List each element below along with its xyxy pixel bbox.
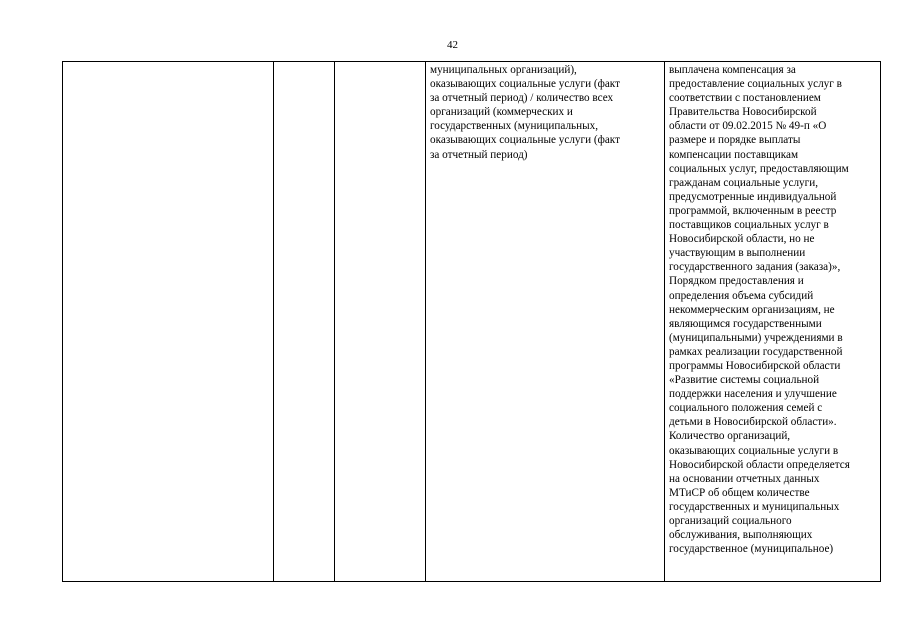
text-line: Новосибирской области, но не [669,233,815,246]
text-line: размере и порядке выплаты [669,134,801,147]
table-cell-col2 [274,62,335,582]
text-line: (муниципальными) учреждениями в [669,331,843,344]
text-line: Порядком предоставления и [669,275,804,288]
text-line: оказывающих социальные услуги (факт [430,134,620,147]
table-row [63,62,881,582]
text-line: гражданам социальные услуги, [669,176,819,189]
text-line: детьми в Новосибирской области». [669,416,837,429]
text-line: программы Новосибирской области [669,359,841,372]
methodology-text [665,62,880,556]
text-line: организаций социального [669,515,792,527]
text-line: Правительства Новосибирской [669,106,817,119]
text-line: оказывающих социальные услуги (факт [430,78,620,91]
text-line: поставщиков социальных услуг в [669,219,829,232]
text-line: за отчетный период) / количество всех [430,92,614,105]
text-line: являющимся государственными [669,317,822,330]
text-line: социальных услуг, предоставляющим [669,162,849,175]
table-cell-col3 [335,62,426,582]
text-line: государственных (муниципальных, [430,120,599,133]
text-line: обслуживания, выполняющих [669,529,813,542]
text-line: муниципальных организаций), [430,64,577,76]
text-line: социального положения семей с [669,402,823,415]
text-line: Новосибирской области определяется [669,458,850,471]
text-line: области от 09.02.2015 № 49-п «О [669,120,827,133]
text-line: предусмотренные индивидуальной [669,190,837,203]
text-line: на основании отчетных данных [669,472,820,485]
data-table [62,61,881,582]
table-cell-methodology [665,62,881,582]
page-number: 42 [447,39,458,51]
text-line: Количество организаций, [669,430,791,443]
text-line: программой, включенным в реестр [669,204,837,217]
text-line: участвующим в выполнении [669,247,806,260]
text-line: за отчетный период) [430,148,528,161]
text-line: государственного задания (заказа)», [669,261,841,274]
text-line: некоммерческим организациям, не [669,303,835,316]
text-line: государственных и муниципальных [669,500,840,513]
text-line: «Развитие системы социальной [669,374,820,387]
text-line: рамках реализации государственной [669,345,843,358]
text-line: МТиСР об общем количестве [669,486,810,499]
text-line: предоставление социальных услуг в [669,78,842,91]
text-line: государственное (муниципальное) [669,543,834,556]
text-line: выплачена компенсация за [669,64,796,76]
indicator-formula-text [426,62,664,162]
text-line: компенсации поставщикам [669,148,799,161]
text-line: соответствии с постановлением [669,92,821,105]
text-line: оказывающих социальные услуги в [669,444,839,457]
text-line: определения объема субсидий [669,289,814,302]
table-cell-indicator-formula [426,62,665,582]
text-line: организаций (коммерческих и [430,106,573,119]
table-cell-col1 [63,62,274,582]
text-line: поддержки населения и улучшение [669,388,837,401]
